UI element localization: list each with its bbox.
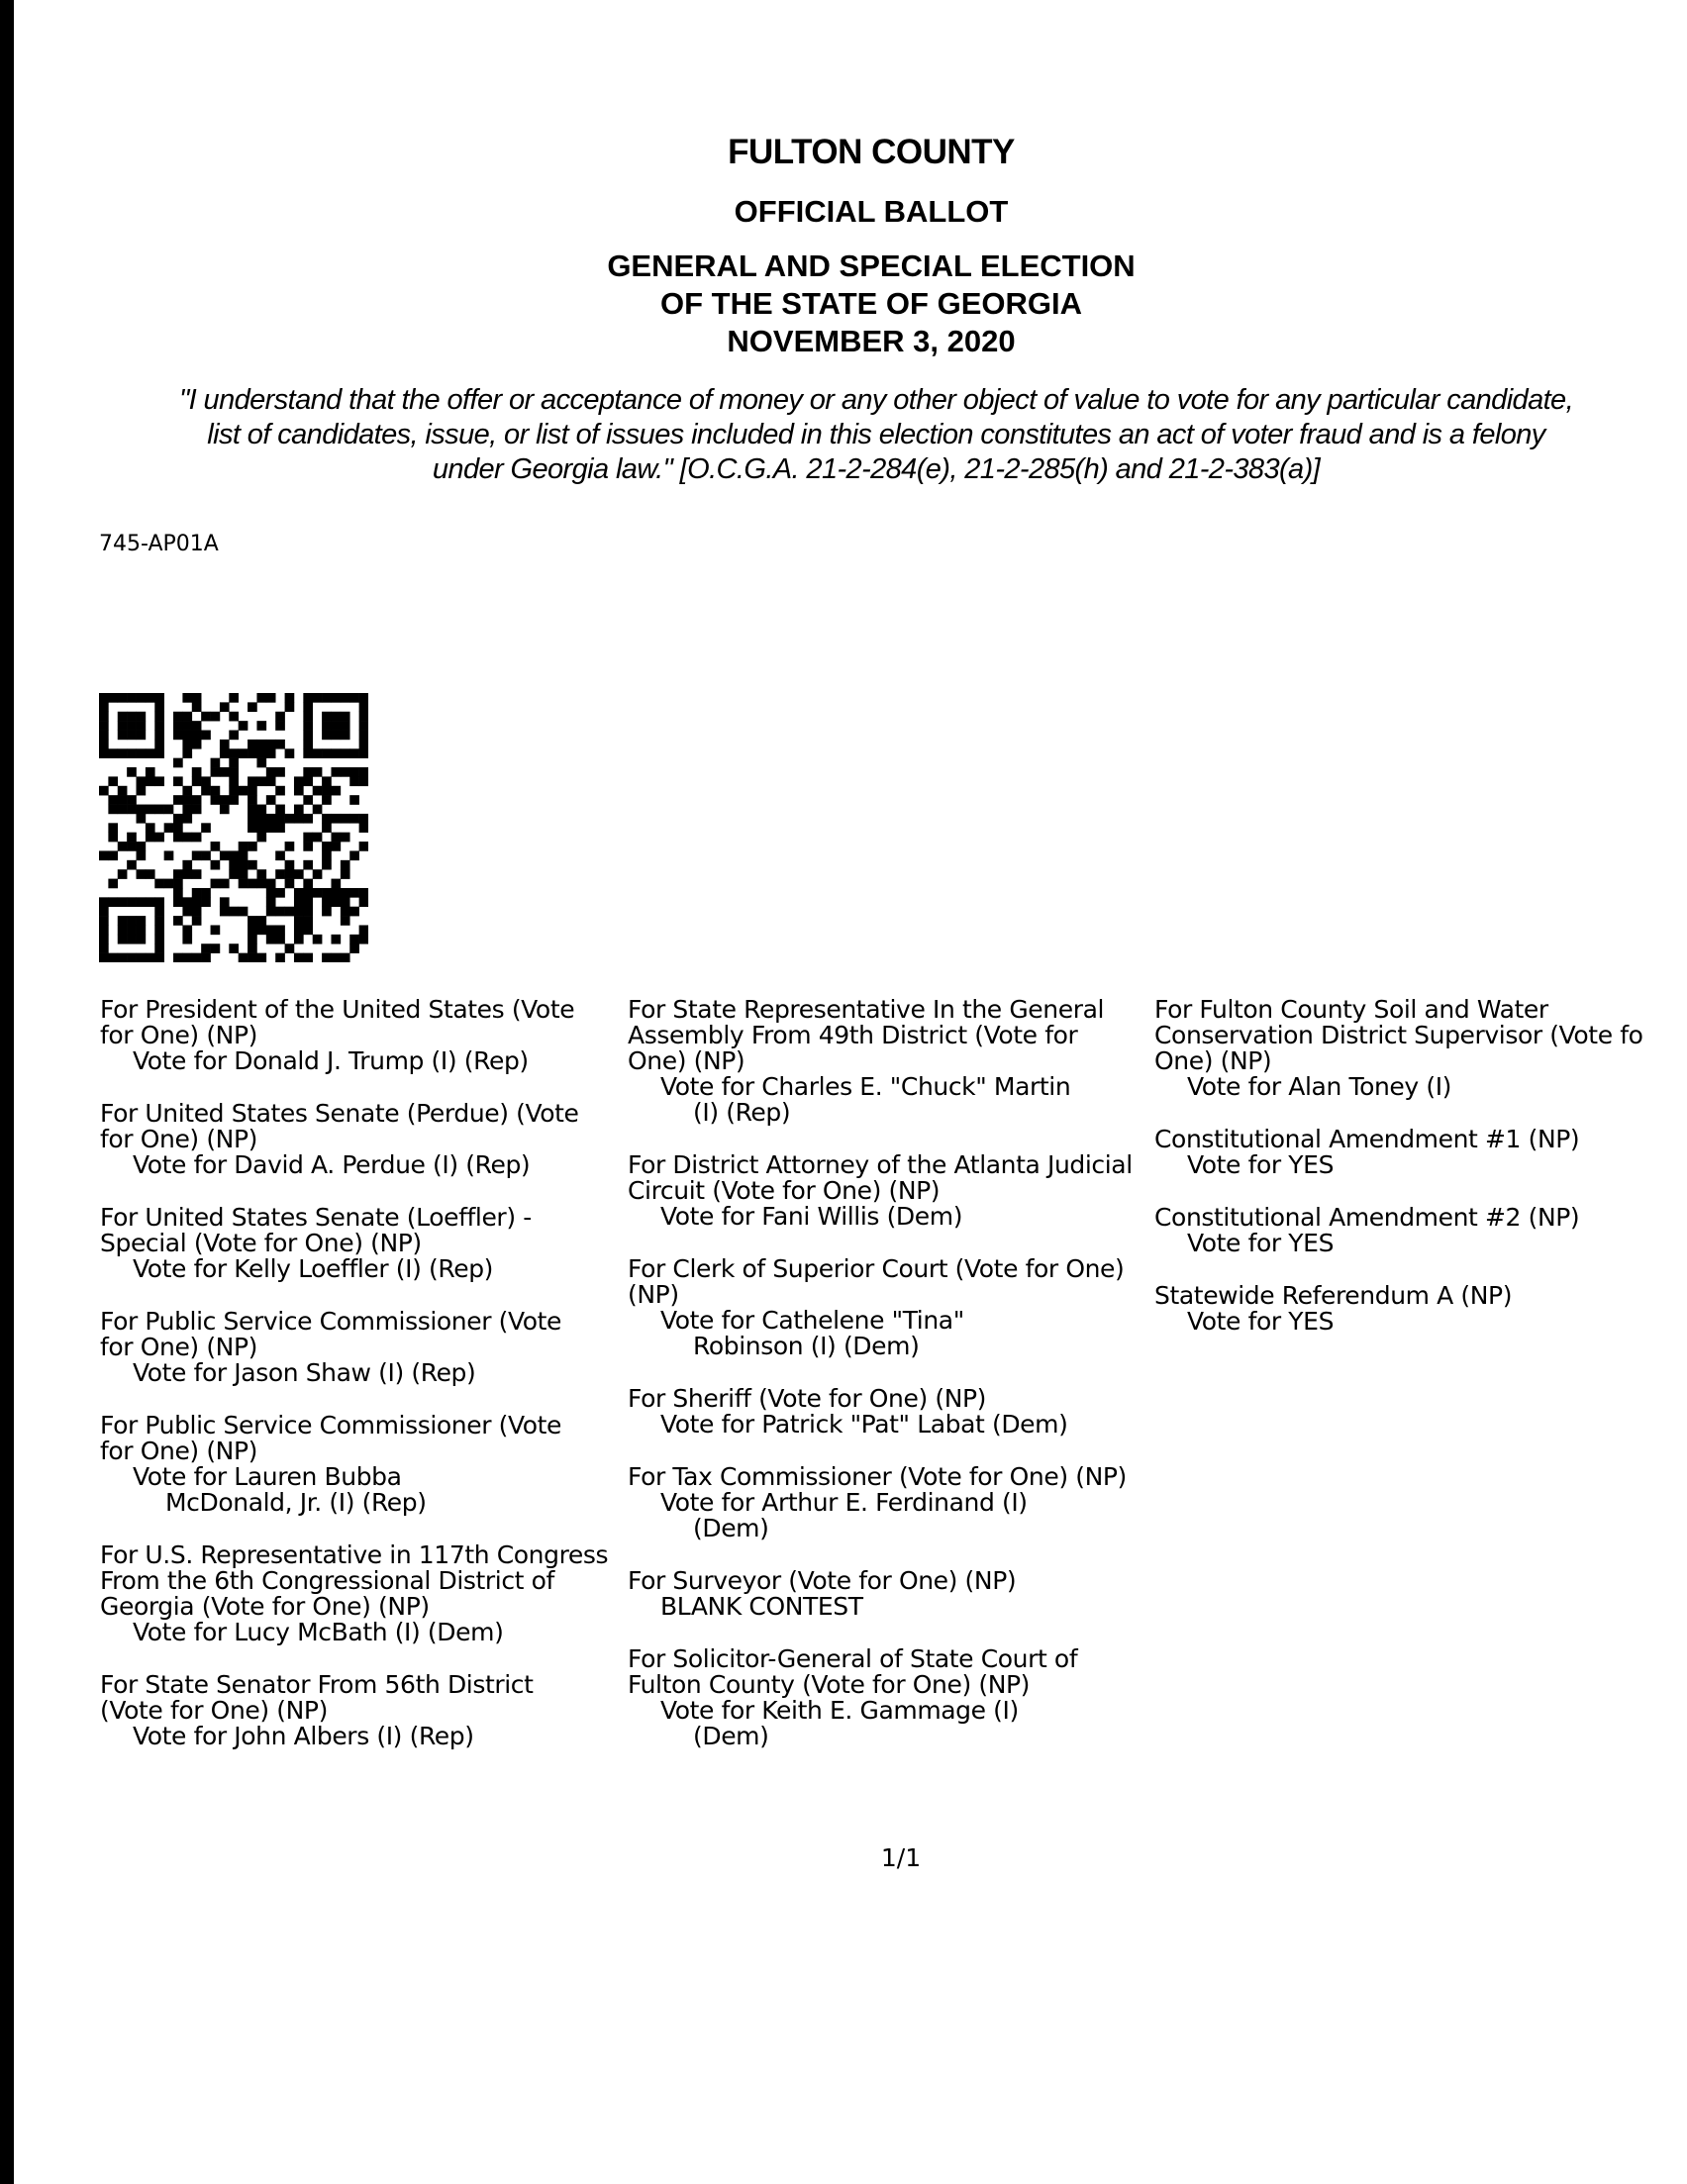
contest-block	[1154, 997, 1669, 1100]
contest-title-line: Special (Vote for One) (NP)	[100, 1229, 422, 1257]
contest-block	[628, 1256, 1142, 1359]
contest-title-line: Constitutional Amendment #2 (NP)	[1154, 1203, 1580, 1232]
left-edge-bar	[0, 0, 14, 2184]
vote-selection-line: Vote for Lucy McBath (I) (Dem)	[133, 1618, 504, 1646]
vote-selection-line: Vote for Cathelene "Tina"	[660, 1306, 964, 1335]
contest-block	[100, 1205, 615, 1282]
vote-selection-line: Vote for Arthur E. Ferdinand (I)	[660, 1488, 1028, 1517]
contest-title-line: Circuit (Vote for One) (NP)	[628, 1176, 941, 1205]
contest-title-line: For Sheriff (Vote for One) (NP)	[628, 1384, 987, 1413]
vote-selection-line: Vote for YES	[1187, 1229, 1335, 1257]
contest-block	[628, 1568, 1142, 1620]
vote-selection	[628, 1698, 1142, 1749]
contest-block	[628, 1386, 1142, 1438]
ballot-style-id: 745-AP01A	[99, 532, 219, 556]
vote-selection-line: (Dem)	[693, 1722, 769, 1750]
vote-selection	[1154, 1309, 1669, 1335]
vote-selection-line: McDonald, Jr. (I) (Rep)	[165, 1488, 427, 1517]
contest-title-line: Fulton County (Vote for One) (NP)	[628, 1670, 1031, 1699]
vote-selection-line: (I) (Rep)	[693, 1098, 791, 1127]
vote-selection-line: Vote for Fani Willis (Dem)	[660, 1202, 963, 1231]
vote-selection-line: Vote for Patrick "Pat" Labat (Dem)	[660, 1410, 1068, 1439]
contest-title-line: From the 6th Congressional District of	[100, 1566, 554, 1595]
contest-title-line: for One) (NP)	[100, 1021, 258, 1049]
contest-block	[100, 1672, 615, 1749]
contest-title-line: For Fulton County Soil and Water	[1154, 995, 1548, 1024]
vote-selection-line: Vote for YES	[1187, 1150, 1335, 1179]
county-title: FULTON COUNTY	[728, 133, 1015, 171]
vote-selection-line: Vote for Alan Toney (I)	[1187, 1072, 1452, 1101]
contest-block	[1154, 1127, 1669, 1178]
contest-title-line: Assembly From 49th District (Vote for	[628, 1021, 1078, 1049]
vote-selection	[628, 1490, 1142, 1541]
contest-title-line: Conservation District Supervisor (Vote fo	[1154, 1021, 1643, 1049]
contest-block	[100, 1413, 615, 1516]
vote-selection-line: Vote for David A. Perdue (I) (Rep)	[133, 1150, 531, 1179]
contest-block	[628, 997, 1142, 1126]
vote-selection-line: Vote for John Albers (I) (Rep)	[133, 1722, 474, 1750]
vote-selection	[100, 1724, 615, 1749]
contest-block	[100, 997, 615, 1074]
vote-selection	[100, 1256, 615, 1282]
contest-column-3	[1154, 997, 1669, 1361]
vote-selection-line: Vote for Keith E. Gammage (I)	[660, 1696, 1019, 1725]
vote-selection-line: Vote for Lauren Bubba	[133, 1462, 402, 1491]
election-title-line-1: GENERAL AND SPECIAL ELECTION	[607, 248, 1136, 283]
vote-selection	[100, 1464, 615, 1516]
warning-line-1: "I understand that the offer or acceptance of money or any other object of value to vote for any particular candidate,	[178, 384, 1574, 416]
contest-block	[1154, 1283, 1669, 1335]
contest-block	[628, 1464, 1142, 1541]
contest-title-line: for One) (NP)	[100, 1125, 258, 1153]
vote-selection	[1154, 1231, 1669, 1256]
contest-title-line: For United States Senate (Loeffler) -	[100, 1203, 532, 1232]
voter-fraud-warning	[94, 383, 1658, 487]
contest-title-line: For District Attorney of the Atlanta Judicial	[628, 1150, 1133, 1179]
contest-block	[100, 1309, 615, 1386]
contest-title-line: For United States Senate (Perdue) (Vote	[100, 1099, 579, 1128]
contest-title-line: For Clerk of Superior Court (Vote for One)	[628, 1254, 1125, 1283]
vote-selection-line: Robinson (I) (Dem)	[693, 1332, 920, 1360]
contest-title-line: for One) (NP)	[100, 1333, 258, 1361]
contest-column-2	[628, 997, 1142, 1776]
contest-title-line: For State Senator From 56th District	[100, 1670, 534, 1699]
contest-title-line: For Public Service Commissioner (Vote	[100, 1411, 562, 1439]
vote-selection	[628, 1412, 1142, 1438]
election-title	[59, 248, 1683, 360]
vote-selection	[628, 1308, 1142, 1359]
qr-code-image	[99, 693, 368, 962]
contest-title-line: For Tax Commissioner (Vote for One) (NP)	[628, 1462, 1127, 1491]
warning-line-2: list of candidates, issue, or list of issues included in this election constitutes an act of voter fraud and is a felony	[207, 419, 1545, 450]
vote-selection	[628, 1204, 1142, 1230]
vote-selection	[1154, 1074, 1669, 1100]
vote-selection	[628, 1594, 1142, 1620]
vote-selection	[100, 1048, 615, 1074]
qr-code	[99, 693, 368, 966]
contest-title-line: For Solicitor-General of State Court of	[628, 1644, 1078, 1673]
contest-title-line: For Public Service Commissioner (Vote	[100, 1307, 562, 1336]
contest-title-line: For U.S. Representative in 117th Congress	[100, 1540, 609, 1569]
contest-block	[1154, 1205, 1669, 1256]
contest-block	[628, 1152, 1142, 1230]
contest-title-line: for One) (NP)	[100, 1437, 258, 1465]
contest-title-line: Constitutional Amendment #1 (NP)	[1154, 1125, 1580, 1153]
vote-selection-line: BLANK CONTEST	[660, 1592, 863, 1621]
vote-selection	[628, 1074, 1142, 1126]
contest-block	[100, 1101, 615, 1178]
vote-selection	[100, 1152, 615, 1178]
vote-selection-line: Vote for Jason Shaw (I) (Rep)	[133, 1358, 476, 1387]
contest-title-line: For Surveyor (Vote for One) (NP)	[628, 1566, 1017, 1595]
ballot-type-title: OFFICIAL BALLOT	[734, 194, 1009, 229]
vote-selection-line: Vote for Kelly Loeffler (I) (Rep)	[133, 1254, 494, 1283]
election-title-line-2: OF THE STATE OF GEORGIA	[660, 286, 1082, 321]
vote-selection-line: Vote for Charles E. "Chuck" Martin	[660, 1072, 1071, 1101]
contest-title-line: (NP)	[628, 1280, 679, 1309]
contest-title-line: Georgia (Vote for One) (NP)	[100, 1592, 430, 1621]
contest-title-line: One) (NP)	[1154, 1046, 1272, 1075]
election-date: NOVEMBER 3, 2020	[727, 324, 1016, 358]
page-number: 1/1	[880, 1843, 922, 1872]
contest-title-line: One) (NP)	[628, 1046, 745, 1075]
warning-line-3: under Georgia law." [O.C.G.A. 21-2-284(e), 21-2-285(h) and 21-2-383(a)]	[432, 453, 1321, 485]
vote-selection	[1154, 1152, 1669, 1178]
vote-selection-line: (Dem)	[693, 1514, 769, 1542]
contest-title-line: (Vote for One) (NP)	[100, 1696, 328, 1725]
vote-selection	[100, 1360, 615, 1386]
vote-selection	[100, 1620, 615, 1645]
contest-block	[628, 1646, 1142, 1749]
contest-title-line: For President of the United States (Vote	[100, 995, 575, 1024]
contest-title-line: For State Representative In the General	[628, 995, 1105, 1024]
vote-selection-line: Vote for YES	[1187, 1307, 1335, 1336]
contest-title-line: Statewide Referendum A (NP)	[1154, 1281, 1513, 1310]
vote-selection-line: Vote for Donald J. Trump (I) (Rep)	[133, 1046, 529, 1075]
contest-block	[100, 1542, 615, 1645]
contest-column-1	[100, 997, 615, 1776]
